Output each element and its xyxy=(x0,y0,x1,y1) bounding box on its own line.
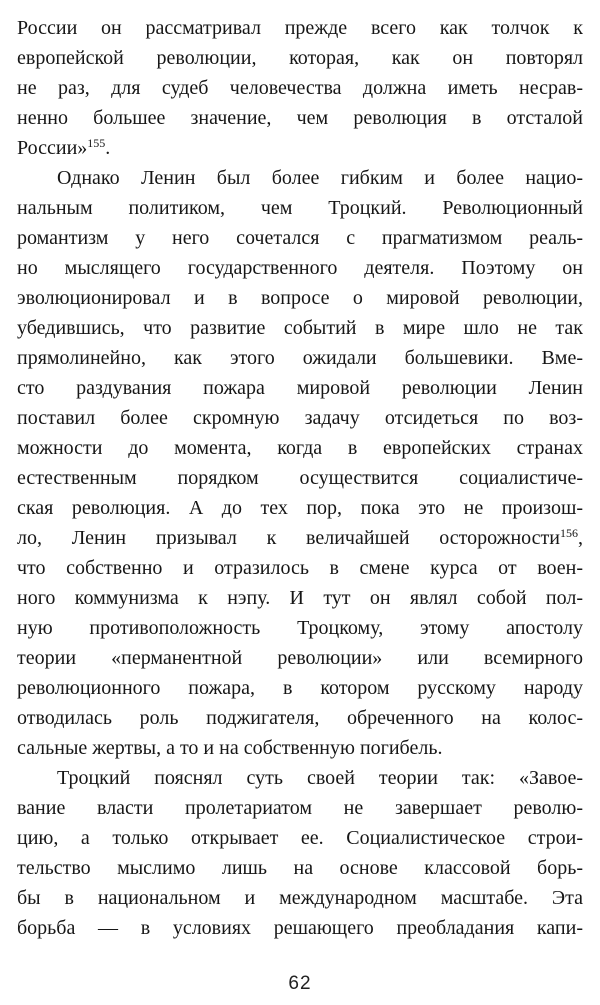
text-line: бы в национальном и международном масштабе. Эта xyxy=(17,887,583,909)
text-line: поставил более скромную задачу отсидеться по воз- xyxy=(17,407,583,429)
text-line: революционного пожара, в котором русскому народу xyxy=(17,677,583,699)
text-line: сто раздувания пожара мировой революции Ленин xyxy=(17,377,583,399)
text-line: сальные жертвы, а то и на собственную погибель. xyxy=(17,737,443,759)
text-line: можности до момента, когда в европейских странах xyxy=(17,437,583,459)
text-line: теории «перманентной революции» или всемирного xyxy=(17,647,583,669)
page-number: 62 xyxy=(288,973,312,994)
text-line: цию, а только открывает ее. Социалистическое строи- xyxy=(17,827,583,849)
text-line: убедившись, что развитие событий в мире шло не так xyxy=(17,317,583,339)
footnote-ref: 156 xyxy=(560,526,578,540)
text-line: европейской революции, которая, как он повторял xyxy=(17,47,583,69)
text-line: что собственно и отразилось в смене курса от воен- xyxy=(17,557,583,579)
text-line: тельство мыслимо лишь на основе классовой борь- xyxy=(17,857,583,879)
text-line: но мыслящего государственного деятеля. Поэтому он xyxy=(17,257,583,279)
text-line: естественным порядком осуществится социалистиче- xyxy=(17,467,583,489)
text-line: Однако Ленин был более гибким и более нацио- xyxy=(57,167,583,189)
text-line: России»$^{155}$. xyxy=(17,136,111,159)
text-line: не раз, для судеб человечества должна иметь несрав- xyxy=(17,77,583,99)
text-line: эволюционировал и в вопросе о мировой революции, xyxy=(17,287,583,309)
text-line: Троцкий пояснял суть своей теории так: «Завое- xyxy=(57,767,583,789)
book-page-text xyxy=(17,13,583,943)
text-line: ного коммунизма к нэпу. И тут он являл собой пол- xyxy=(17,587,583,609)
text-line: ская революция. А до тех пор, пока это не произош- xyxy=(17,497,583,519)
text-line: отводилась роль поджигателя, обреченного на колос- xyxy=(17,707,583,729)
footnote-ref: 155 xyxy=(87,136,106,150)
text-line: романтизм у него сочетался с прагматизмом реаль- xyxy=(17,227,583,249)
text-line: прямолинейно, как этого ожидали большевики. Вме- xyxy=(17,347,583,369)
text-line: ненно большее значение, чем революция в отсталой xyxy=(17,107,583,129)
text-line: России он рассматривал прежде всего как толчок к xyxy=(17,17,583,39)
text-line: ло, Ленин призывал к величайшей осторожности$^{156}$, xyxy=(17,526,583,549)
text-line: вание власти пролетариатом не завершает револю- xyxy=(17,797,583,819)
text-line: борьба — в условиях решающего преобладания капи- xyxy=(17,917,583,939)
text-line: нальным политиком, чем Троцкий. Революционный xyxy=(17,197,583,219)
text-line: ную противоположность Троцкому, этому апостолу xyxy=(17,617,583,639)
